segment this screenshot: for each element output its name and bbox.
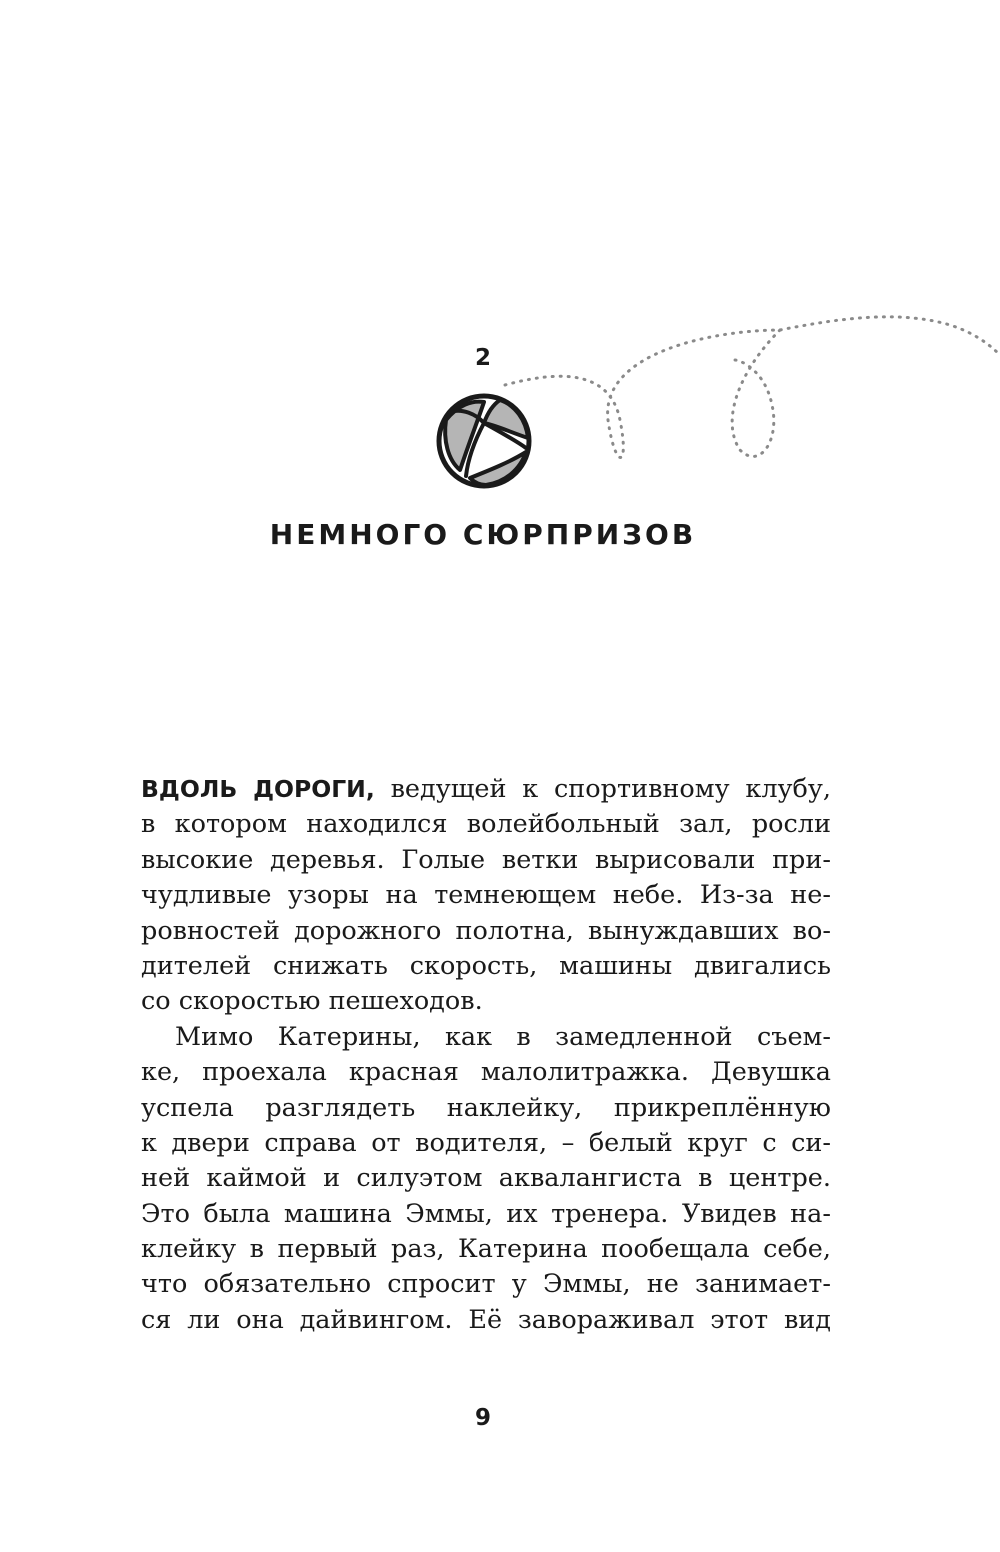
- text-line: успела разглядеть наклейку, прикреплённую: [141, 1092, 831, 1123]
- volleyball-icon: [439, 396, 529, 486]
- text-line: ровностей дорожного полотна, вынуждавших во-: [141, 915, 831, 946]
- ornament: [0, 0, 1000, 560]
- text-line: ся ли она дайвингом. Её завораживал этот вид: [141, 1304, 831, 1335]
- chapter-number: 2: [474, 345, 491, 371]
- text-line: ней каймой и силуэтом аквалангиста в центре.: [141, 1163, 831, 1194]
- text-line: ке, проехала красная малолитражка. Девушка: [141, 1057, 831, 1088]
- text-line: со скоростью пешеходов.: [141, 986, 483, 1017]
- ball-trajectory-dotted-path: [505, 317, 1000, 458]
- text-line: чудливые узоры на темнеющем небе. Из-за не-: [141, 880, 831, 911]
- page-number: 9: [474, 1405, 491, 1431]
- text-line: что обязательно спросит у Эммы, не занимает-: [141, 1269, 831, 1300]
- text-line: клейку в первый раз, Катерина пообещала себе,: [141, 1234, 831, 1265]
- text-line: [141, 772, 831, 807]
- chapter-title: НЕМНОГО СЮРПРИЗОВ: [269, 518, 697, 551]
- text-line-content: ведущей к спортивному клубу,: [374, 774, 832, 804]
- text-line: дителей снижать скорость, машины двигались: [141, 950, 831, 981]
- text-line: в котором находился волейбольный зал, росли: [141, 809, 831, 840]
- text-line: высокие деревья. Голые ветки вырисовали при-: [141, 844, 831, 875]
- lead-in-caps: ВДОЛЬ ДОРОГИ,: [141, 775, 375, 803]
- text-line: к двери справа от водителя, – белый круг с си-: [141, 1127, 831, 1158]
- chapter-body-text: [141, 772, 831, 1338]
- text-line: Это была машина Эммы, их тренера. Увидев на-: [141, 1198, 831, 1229]
- text-line: Мимо Катерины, как в замедленной съем-: [175, 1021, 831, 1052]
